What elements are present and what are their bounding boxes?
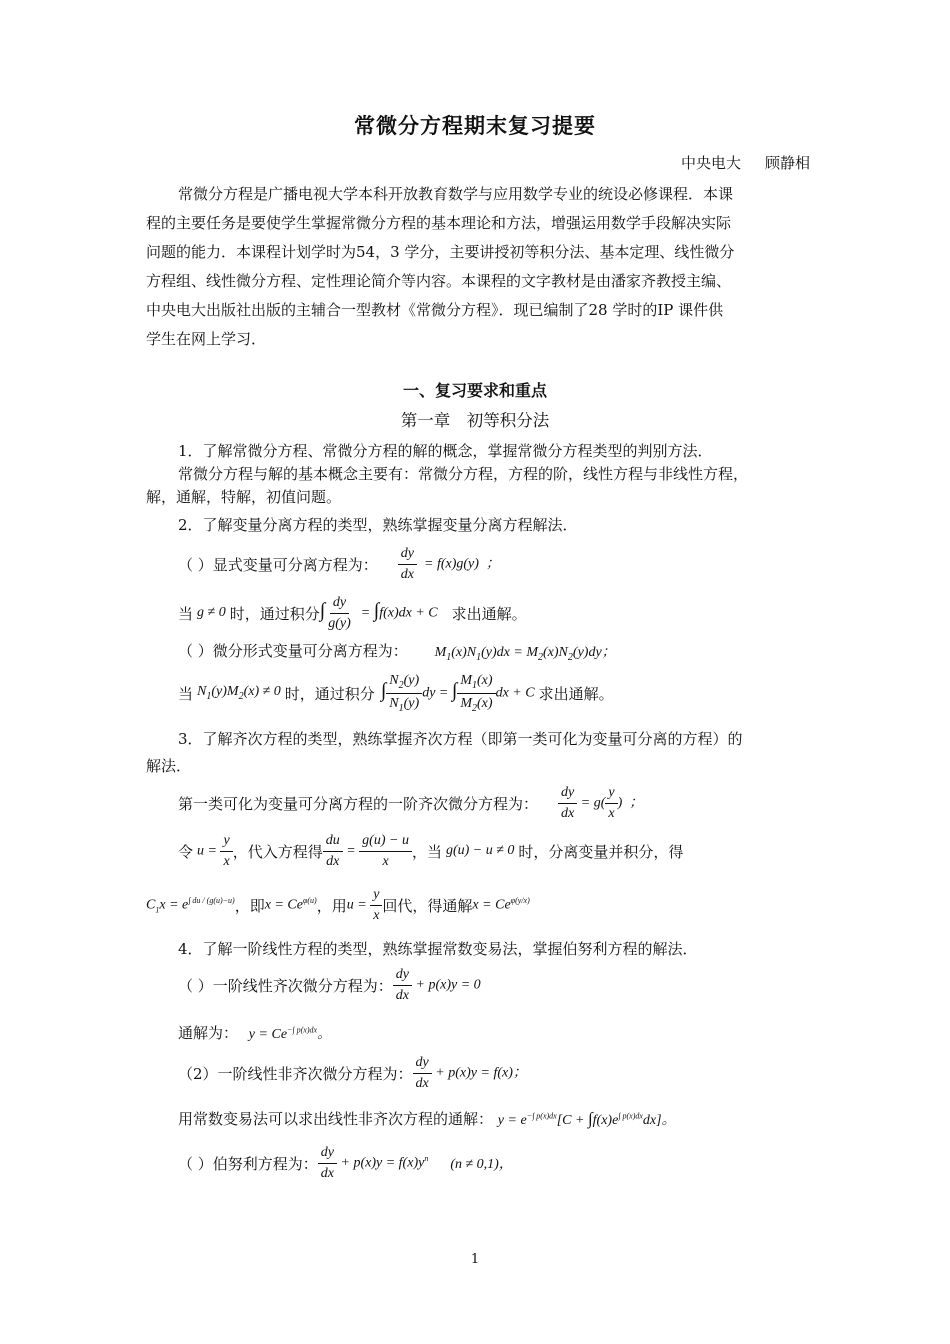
intro-line-1: 常微分方程是广播电视大学本科开放教育数学与应用数学专业的统设必修课程．本课 bbox=[178, 185, 734, 203]
author-organization: 中央电大 bbox=[680, 154, 741, 172]
let-word: 令 bbox=[178, 842, 194, 861]
linear-homogeneous-row bbox=[178, 962, 481, 1008]
linear-nonhomogeneous-label: （2）一阶线性非齐次微分方程为： bbox=[178, 1064, 413, 1083]
chapter-heading: 第一章 初等积分法 bbox=[400, 411, 550, 430]
solution-label: 通解为： bbox=[178, 1024, 239, 1042]
homogeneous-label: 第一类可化为变量可分离方程的一阶齐次微分方程为： bbox=[178, 794, 539, 813]
when-word: 当 bbox=[178, 604, 194, 623]
separable-differential-row bbox=[178, 640, 616, 663]
homogeneous-result-row bbox=[146, 882, 530, 928]
separable-explicit-integral-row bbox=[178, 590, 527, 636]
separate-integrate-word: 时，分离变量并积分，得 bbox=[518, 842, 684, 861]
condition-gu-minus-u: g(u) − u ≠ 0 bbox=[445, 843, 515, 858]
separable-explicit-integral: ∫ $\frac{dy}{g(y)}$ = ∫f(x)dx + C bbox=[319, 594, 438, 631]
linear-homogeneous-formula: $\frac{dy}{dx}$ + p(x)y = 0 bbox=[393, 967, 481, 1004]
back-substitution: u = $\frac{y}{x}$ bbox=[347, 887, 383, 924]
separable-differential-formula: $M_1(x)N_1(y)dx = M_2(x)N_2(y)dy$； bbox=[434, 645, 616, 663]
concepts-line-1: 常微分方程与解的基本概念主要有：常微分方程，方程的阶，线性方程与非线性方程， bbox=[178, 465, 749, 483]
result-formula-2: $x = Ce^{\varphi(u)}$ bbox=[264, 896, 317, 913]
condition-g-nonzero: g ≠ 0 bbox=[197, 605, 226, 620]
variation-of-constants-row bbox=[178, 1108, 676, 1129]
bernoulli-label: （ ）伯努利方程为： bbox=[178, 1154, 318, 1173]
intro-line-4: 方程组、线性微分方程、定性理论简介等内容。本课程的文字教材是由潘家齐教授主编、 bbox=[146, 272, 732, 290]
bernoulli-row bbox=[178, 1140, 513, 1186]
page-number: 1 bbox=[470, 1252, 480, 1267]
use-word: ，用 bbox=[316, 896, 347, 915]
bernoulli-formula: $\frac{dy}{dx}$ + $p(x)y = f(x)y^n$ bbox=[318, 1145, 429, 1182]
section-heading: 一、复习要求和重点 bbox=[402, 381, 547, 400]
item-3-line-2: 解法． bbox=[146, 757, 192, 775]
when-word: 当 bbox=[178, 684, 194, 703]
separable-explicit-row bbox=[178, 541, 500, 587]
separable-differential-label: （ ）微分形式变量可分离方程为： bbox=[178, 642, 408, 660]
item-4: 4．了解一阶线性方程的类型，熟练掌握常数变易法，掌握伯努利方程的解法． bbox=[178, 940, 698, 958]
homogeneous-general-solution: $x = Ce^{\varphi(y/x)}$ bbox=[472, 896, 530, 913]
substitution-u: u = $\frac{y}{x}$ bbox=[197, 833, 233, 870]
when-word: ，当 bbox=[411, 842, 442, 861]
item-2: 2．了解变量分离方程的类型，熟练掌握变量分离方程解法． bbox=[178, 516, 578, 534]
homogeneous-formula: $\frac{dy}{dx}$ = g( $\frac{y}{x}$ ) ； bbox=[558, 785, 643, 822]
document-title: 常微分方程期末复习提要 bbox=[354, 113, 596, 138]
intro-line-3: 问题的能力．本课程计划学时为54，3 学分，主要讲授初等积分法、基本定理、线性微分 bbox=[146, 243, 735, 261]
linear-homogeneous-label: （ ）一阶线性齐次微分方程为： bbox=[178, 976, 393, 995]
linear-homogeneous-solution-row bbox=[178, 1022, 331, 1043]
separable-differential-integral: ∫ $\frac{N_2(y)}{N_1(y)}$ dy = ∫ $\frac{M_1(x)}{M_2(x)}$ dx + C bbox=[380, 672, 535, 714]
intro-line-6: 学生在网上学习． bbox=[146, 330, 267, 348]
concepts-line-2: 解，通解，特解，初值问题。 bbox=[146, 488, 342, 506]
linear-general-solution: $y = e^{-\int p(x)dx}[C + \int f(x)e^{\int p(x)dx}dx]$。 bbox=[497, 1109, 676, 1128]
author-line bbox=[681, 152, 810, 173]
result-formula-1: $C_1x = e^{\int du / (g(u)-u)}$ bbox=[146, 895, 235, 915]
linear-nonhomogeneous-row bbox=[178, 1050, 527, 1096]
plug-in-word: ，代入方程得 bbox=[232, 842, 323, 861]
separable-explicit-formula: $\frac{dy}{dx}$ = f(x)g(y) ； bbox=[398, 546, 500, 583]
substituted-equation: $\frac{du}{dx}$ = $\frac{g(u) - u}{x}$ bbox=[323, 833, 412, 870]
separable-differential-integral-row bbox=[178, 668, 614, 718]
substitution-row bbox=[178, 828, 683, 874]
solution-word: 求出通解。 bbox=[451, 604, 527, 623]
intro-line-2: 程的主要任务是要使学生掌握常微分方程的基本理论和方法，增强运用数学手段解决实际 bbox=[146, 214, 732, 232]
bernoulli-condition: (n ≠ 0,1)， bbox=[450, 1157, 513, 1172]
condition-nm-nonzero: $N_1(y)M_2(x) \ne 0$ bbox=[197, 684, 281, 702]
variation-text: 用常数变易法可以求出线性非齐次方程的通解： bbox=[178, 1110, 494, 1128]
solution-word: 求出通解。 bbox=[538, 684, 614, 703]
integrate-word: 时，通过积分 bbox=[284, 684, 375, 703]
linear-homogeneous-solution: $y = Ce^{-\int p(x)dx}$。 bbox=[248, 1025, 332, 1042]
item-1: 1．了解常微分方程、常微分方程的解的概念，掌握常微分方程类型的判别方法． bbox=[178, 442, 713, 460]
back-substitute-word: 回代，得通解 bbox=[382, 896, 473, 915]
ie-word: ，即 bbox=[234, 896, 265, 915]
linear-nonhomogeneous-formula: $\frac{dy}{dx}$ + p(x)y = f(x)； bbox=[413, 1055, 527, 1092]
item-3-line-1: 3．了解齐次方程的类型，熟练掌握齐次方程（即第一类可化为变量可分离的方程）的 bbox=[178, 730, 743, 748]
intro-line-5: 中央电大出版社出版的主辅合一型教材《常微分方程》．现已编制了28 学时的IP 课件供 bbox=[146, 301, 724, 319]
author-name: 顾静相 bbox=[764, 154, 810, 172]
integrate-word: 时，通过积分 bbox=[229, 604, 320, 623]
homogeneous-row bbox=[178, 780, 643, 826]
separable-explicit-label: （ ）显式变量可分离方程为： bbox=[178, 555, 378, 574]
